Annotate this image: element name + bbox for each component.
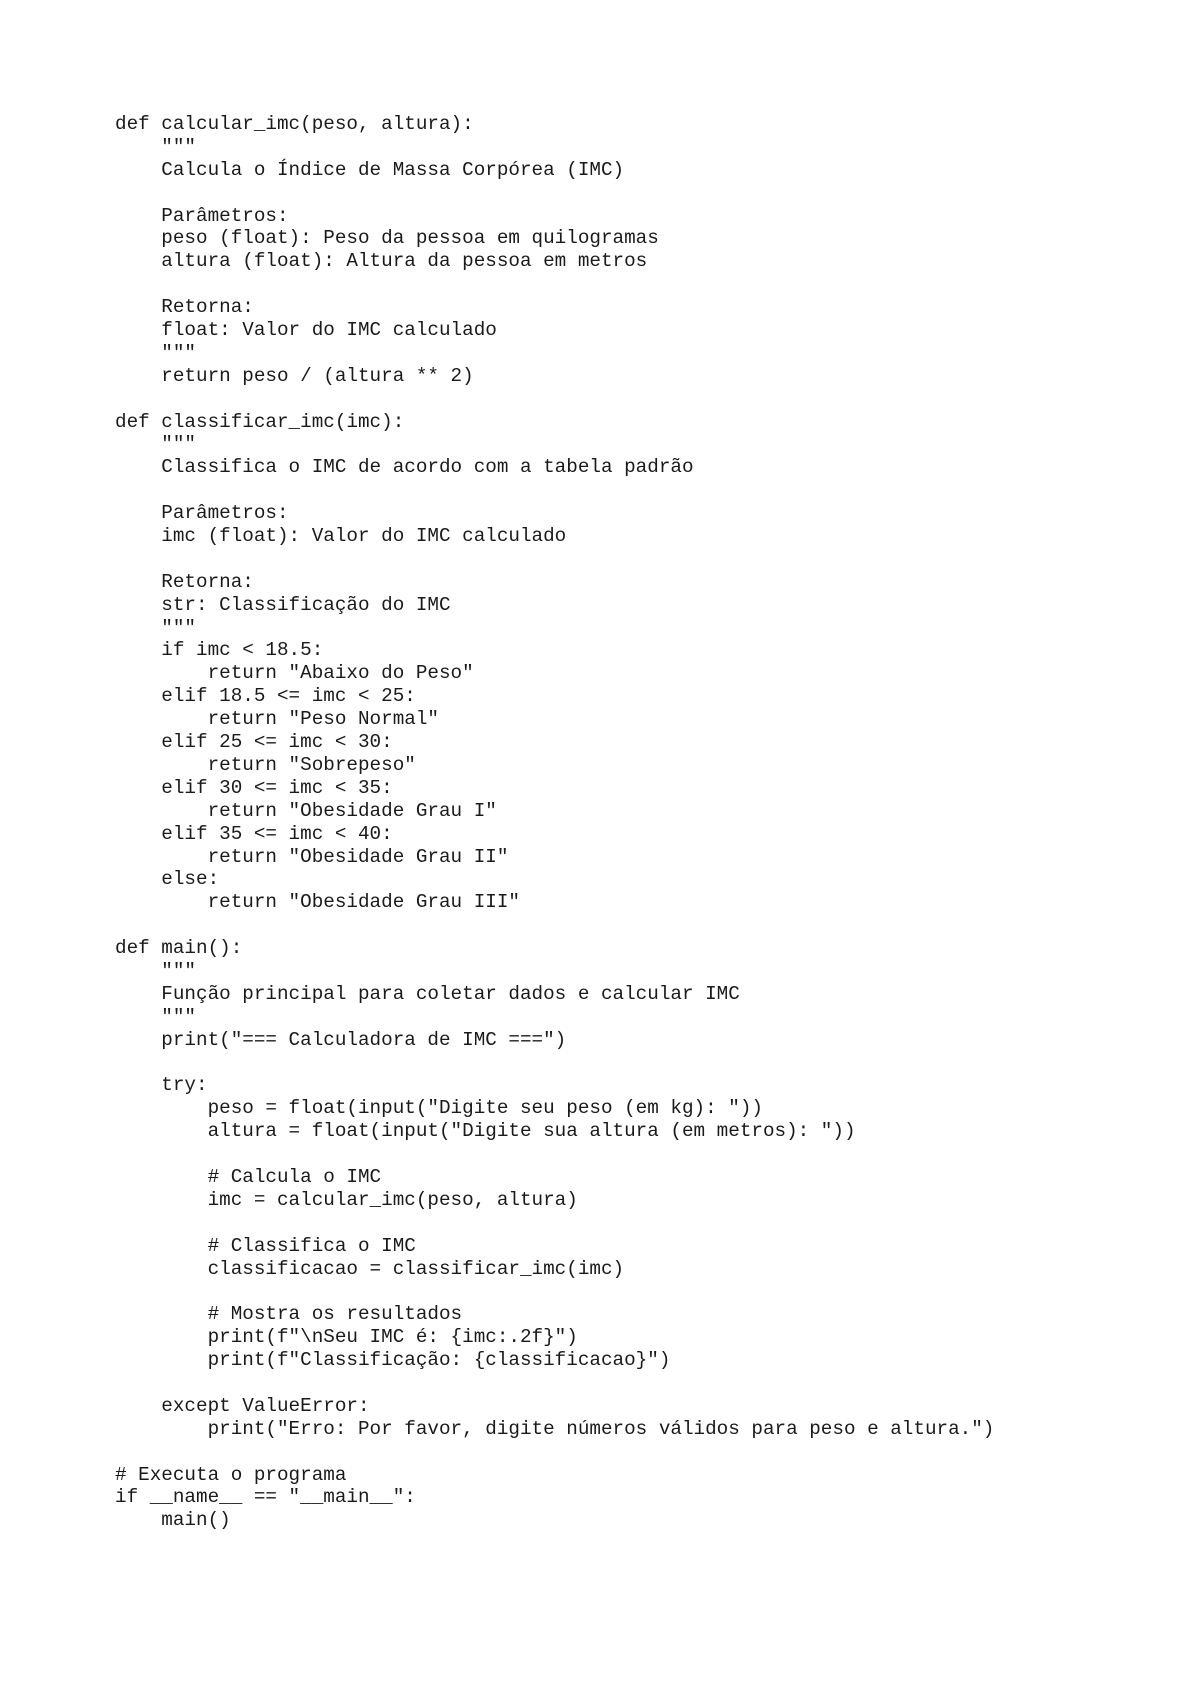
- code-line: elif 35 <= imc < 40:: [115, 822, 393, 845]
- code-line: main(): [115, 1509, 231, 1532]
- code-line: [115, 1372, 1155, 1395]
- code-line: return "Obesidade Grau I": [115, 799, 497, 822]
- code-line: peso (float): Peso da pessoa em quilogramas: [115, 227, 659, 250]
- code-line: else:: [115, 868, 220, 891]
- code-line: imc = calcular_imc(peso, altura): [115, 1188, 578, 1211]
- code-line: # Executa o programa: [115, 1463, 347, 1486]
- code-line: [115, 479, 1155, 502]
- code-line: altura = float(input("Digite sua altura (em metros): ")): [115, 1120, 856, 1143]
- code-block: [115, 113, 1155, 1532]
- code-line: print(f"Classificação: {classificacao}"): [115, 1349, 671, 1372]
- code-line: """: [115, 135, 196, 158]
- code-line: if __name__ == "__main__":: [115, 1486, 416, 1509]
- code-line: """: [115, 959, 196, 982]
- code-line: return peso / (altura ** 2): [115, 364, 474, 387]
- code-line: [115, 914, 1155, 937]
- code-line: Calcula o Índice de Massa Corpórea (IMC): [115, 158, 625, 181]
- code-line: [115, 548, 1155, 571]
- code-line: """: [115, 1005, 196, 1028]
- code-line: Classifica o IMC de acordo com a tabela padrão: [115, 456, 694, 479]
- code-line: except ValueError:: [115, 1394, 370, 1417]
- code-line: Retorna:: [115, 570, 254, 593]
- code-line: classificacao = classificar_imc(imc): [115, 1257, 625, 1280]
- code-line: return "Abaixo do Peso": [115, 662, 474, 685]
- code-line: return "Peso Normal": [115, 708, 439, 731]
- code-line: """: [115, 616, 196, 639]
- code-line: """: [115, 433, 196, 456]
- code-line: print(f"\nSeu IMC é: {imc:.2f}"): [115, 1326, 578, 1349]
- code-line: if imc < 18.5:: [115, 639, 324, 662]
- code-line: [115, 1052, 1155, 1075]
- code-line: elif 25 <= imc < 30:: [115, 731, 393, 754]
- code-line: Função principal para coletar dados e calcular IMC: [115, 982, 740, 1005]
- code-line: def classificar_imc(imc):: [115, 410, 405, 433]
- code-line: [115, 1280, 1155, 1303]
- code-line: Parâmetros:: [115, 502, 289, 525]
- code-line: # Mostra os resultados: [115, 1303, 463, 1326]
- code-line: Parâmetros:: [115, 204, 289, 227]
- code-line: """: [115, 341, 196, 364]
- code-line: [115, 273, 1155, 296]
- code-line: [115, 1441, 1155, 1464]
- code-line: float: Valor do IMC calculado: [115, 319, 497, 342]
- code-line: return "Obesidade Grau III": [115, 891, 520, 914]
- code-line: [115, 1143, 1155, 1166]
- code-line: def calcular_imc(peso, altura):: [115, 113, 474, 135]
- code-line: elif 30 <= imc < 35:: [115, 776, 393, 799]
- code-line: [115, 388, 1155, 411]
- code-line: print("=== Calculadora de IMC ==="): [115, 1028, 567, 1051]
- code-line: altura (float): Altura da pessoa em metros: [115, 250, 648, 273]
- code-line: print("Erro: Por favor, digite números válidos para peso e altura."): [115, 1417, 995, 1440]
- code-line: Retorna:: [115, 296, 254, 319]
- code-line: return "Sobrepeso": [115, 753, 416, 776]
- code-line: peso = float(input("Digite seu peso (em kg): ")): [115, 1097, 763, 1120]
- code-line: return "Obesidade Grau II": [115, 845, 509, 868]
- code-line: str: Classificação do IMC: [115, 593, 451, 616]
- code-line: imc (float): Valor do IMC calculado: [115, 525, 567, 548]
- code-line: # Calcula o IMC: [115, 1165, 382, 1188]
- code-line: def main():: [115, 937, 243, 960]
- code-line: [115, 182, 1155, 205]
- code-line: try:: [115, 1074, 208, 1097]
- code-line: elif 18.5 <= imc < 25:: [115, 685, 416, 708]
- code-line: # Classifica o IMC: [115, 1234, 416, 1257]
- code-line: [115, 1212, 1155, 1235]
